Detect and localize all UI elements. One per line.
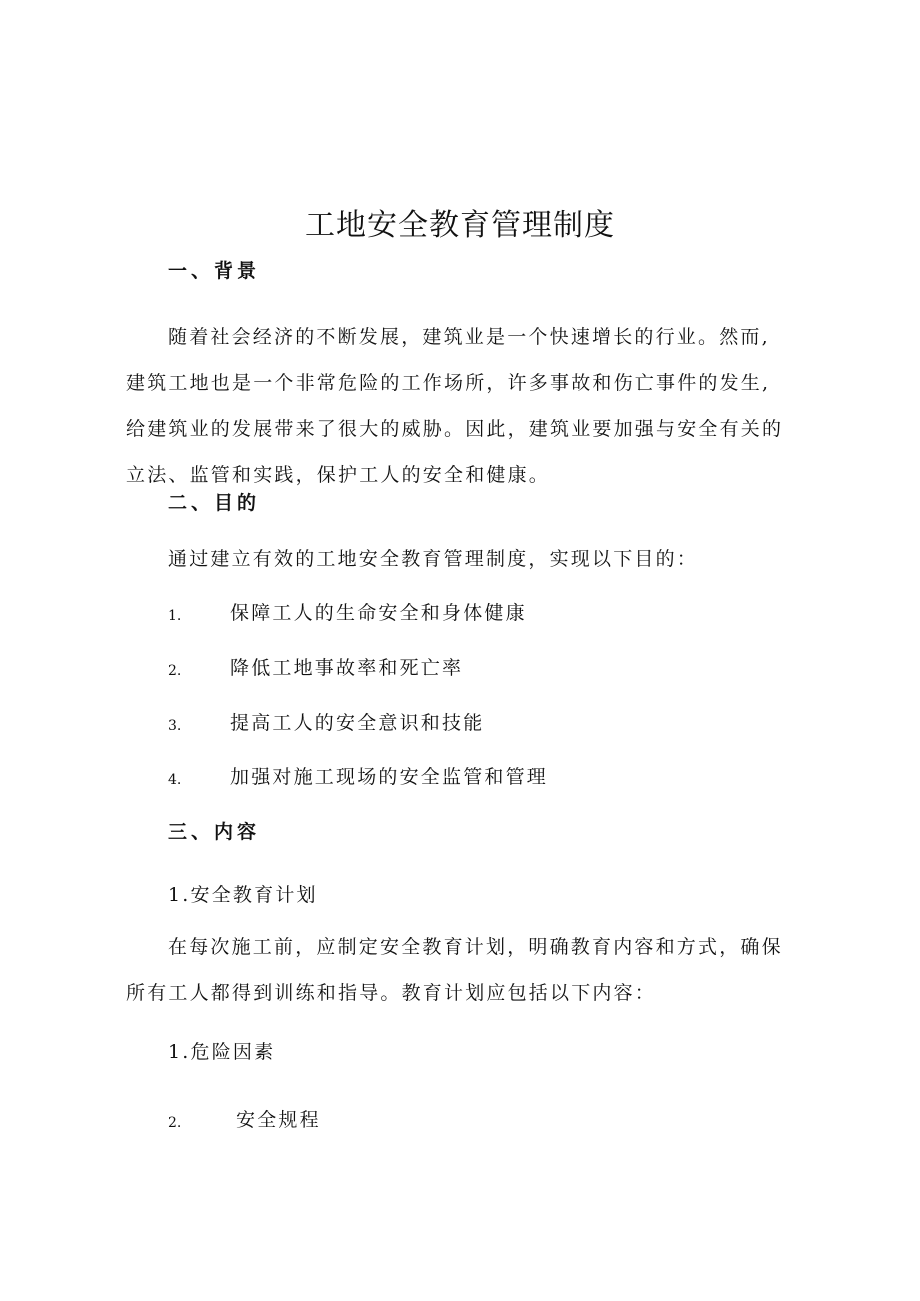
document-title: 工地安全教育管理制度	[305, 208, 615, 243]
list-item-number: 2.	[168, 663, 182, 679]
background-paragraph: 随着社会经济的不断发展，建筑业是一个快速增长的行业。然而,建筑工地也是一个非常危险的工作场所，许多事故和伤亡事件的发生,给建筑业的发展带来了很大的威胁。因此，建筑业要加强与安全有关的立法、监管和实践，保护工人的安全和健康。	[126, 326, 784, 486]
list-item-text: 保障工人的生命安全和身体健康	[230, 602, 527, 624]
content-paragraph: 在每次施工前，应制定安全教育计划，明确教育内容和方式，确保所有工人都得到训练和指导。教育计划应包括以下内容：	[126, 936, 783, 1004]
content-list-item: 1.危险因素	[168, 1041, 276, 1063]
subsection-heading: 1.安全教育计划	[168, 884, 318, 906]
section-heading-content: 三、内容	[168, 821, 261, 843]
section-heading-purpose: 二、目的	[168, 492, 261, 514]
list-item-number: 1.	[168, 608, 182, 624]
list-item-text: 降低工地事故率和死亡率	[230, 657, 464, 679]
list-item-number: 2.	[168, 1115, 182, 1131]
list-item-text: 提高工人的安全意识和技能	[230, 712, 485, 734]
list-item-number: 4.	[168, 772, 182, 788]
section-heading-background: 一、背景	[168, 260, 261, 282]
purpose-intro: 通过建立有效的工地安全教育管理制度，实现以下目的：	[168, 548, 699, 570]
list-item-text: 加强对施工现场的安全监管和管理	[230, 766, 549, 788]
list-item-text: 安全规程	[236, 1109, 321, 1131]
list-item-number: 3.	[168, 718, 182, 734]
